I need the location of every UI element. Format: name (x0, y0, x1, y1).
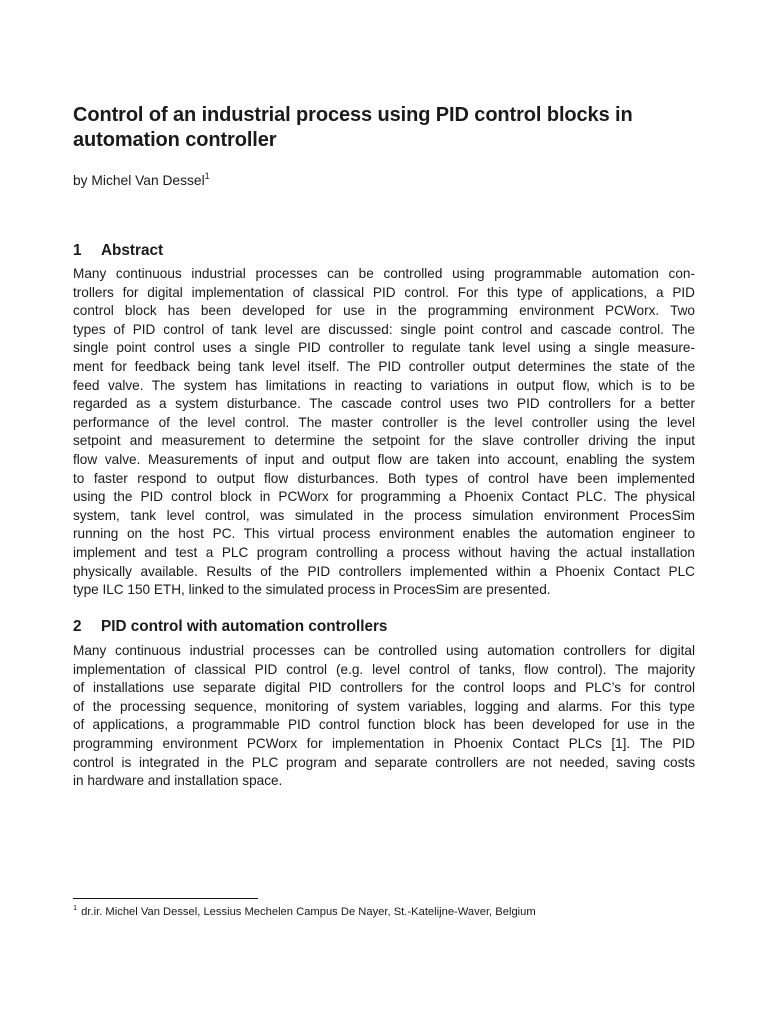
text-line: system, tank level control, was simulated in the process simulation environment ProcesSim (73, 507, 695, 523)
paper-title: Control of an industrial process using PID control blocks in automation controller (73, 104, 633, 151)
text-line: in hardware and installation space. (73, 773, 283, 789)
author-byline (73, 172, 210, 190)
text-line: running on the host PC. This virtual process environment enables the automation engineer to (73, 526, 695, 542)
text-line: setpoint and measurement to determine the setpoint for the slave controller driving the input (73, 433, 695, 449)
text-line: Many continuous industrial processes can be controlled using programmable automation con- (73, 266, 695, 281)
footnote-mark: 1 (73, 903, 78, 912)
section-title: PID control with automation controllers (101, 618, 388, 635)
text-line: to faster respond to output flow disturbances. Both types of control have been implemented (73, 470, 695, 486)
text-line: programming environment PCWorx for implementation in Phoenix Contact PLCs [1]. The PID (73, 735, 695, 751)
footnote-text: dr.ir. Michel Van Dessel, Lessius Mechelen Campus De Nayer, St.-Katelijne-Waver, Belgium (81, 906, 536, 918)
text-line: using the PID control block in PCWorx for programming a Phoenix Contact PLC. The physical (73, 489, 695, 505)
text-line: of the processing sequence, monitoring of system variables, logging and alarms. For this type (73, 698, 695, 714)
text-line: trollers for digital implementation of classical PID control. For this type of applications, a PID (73, 284, 695, 300)
section-heading-pid-control (73, 617, 387, 637)
text-line: of applications, a programmable PID control function block has been developed for use in the (73, 717, 695, 733)
text-line: ment for feedback being tank level itself. The PID controller output determines the state of the (73, 358, 695, 374)
author-footnote-mark: 1 (204, 171, 210, 181)
author-name: by Michel Van Dessel (73, 173, 205, 188)
text-line: flow valve. Measurements of input and output flow are taken into account, enabling the system (73, 451, 695, 467)
pid-control-paragraph (73, 642, 695, 791)
text-line: of installations use separate digital PID controllers for the control loops and PLC’s for control (73, 680, 695, 696)
footnote-divider (73, 898, 258, 899)
section-number: 2 (73, 618, 82, 635)
text-line: implement and test a PLC program controlling a process without having the actual installation (73, 544, 695, 560)
text-line: Many continuous industrial processes can be controlled using automation controllers for digital (73, 643, 695, 658)
section-title: Abstract (101, 242, 164, 259)
text-line: control is integrated in the PLC program and separate controllers are not needed, saving costs (73, 754, 695, 770)
text-line: regarded as a system disturbance. The cascade control uses two PID controllers for a better (73, 396, 695, 412)
text-line: single point control uses a single PID controller to regulate tank level using a single measure- (73, 340, 695, 356)
text-line: performance of the level control. The master controller is the level controller using the level (73, 414, 695, 430)
text-line: physically available. Results of the PID controllers implemented within a Phoenix Contact PLC (73, 563, 695, 579)
abstract-paragraph (73, 265, 695, 600)
text-line: types of PID control of tank level are discussed: single point control and cascade control. The (73, 321, 695, 337)
text-line: feed valve. The system has limitations in reacting to variations in output flow, which is to be (73, 377, 695, 393)
text-line: type ILC 150 ETH, linked to the simulated process in ProcesSim are presented. (73, 582, 551, 598)
paper-page (73, 0, 695, 1024)
section-number: 1 (73, 242, 82, 259)
section-heading-abstract (73, 241, 163, 261)
footnote (73, 905, 536, 920)
text-line: control block has been developed for use in the programming environment PCWorx. Two (73, 303, 695, 319)
text-line: implementation of classical PID control (e.g. level control of tanks, flow control). The majority (73, 661, 695, 677)
